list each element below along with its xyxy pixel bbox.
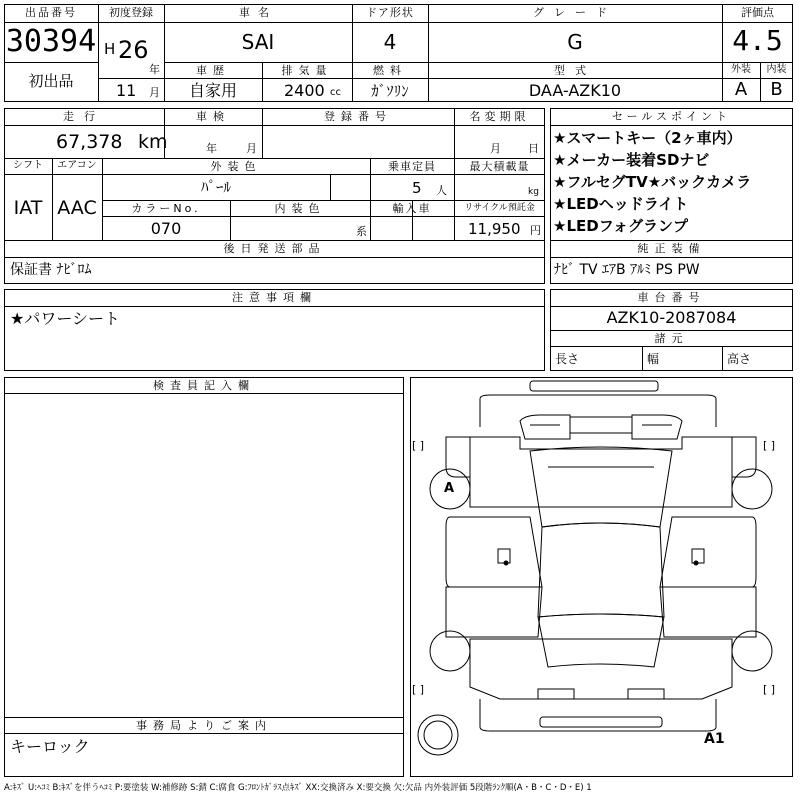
- bracket-rear-left: [ ]: [412, 683, 425, 696]
- displacement-unit: cc: [330, 87, 341, 98]
- specs-label: 諸元: [654, 332, 689, 345]
- recycle-value: 11,950: [468, 220, 521, 238]
- interior-color-label: 内装色: [274, 202, 326, 215]
- fuel-value: ｶﾞｿﾘﾝ: [371, 82, 409, 100]
- bottom-damage-mark: A1: [704, 731, 725, 747]
- office-notice-label: 事務局よりご案内: [136, 719, 272, 732]
- max-load-unit: kg: [528, 187, 539, 197]
- chassis-value: AZK10-2087084: [606, 308, 737, 327]
- grade-value: G: [567, 30, 583, 54]
- score-exterior: A: [734, 79, 748, 100]
- car-name-value: SAI: [241, 30, 275, 54]
- history-label: 車歴: [196, 64, 230, 77]
- score-exterior-label: 外装: [731, 64, 751, 75]
- door-label: ドア形状: [366, 6, 414, 19]
- notes-label: 注意事項欄: [232, 291, 317, 304]
- chassis-label: 車台番号: [637, 291, 706, 304]
- lot-label: 出品番号: [25, 6, 77, 19]
- car-name-label: 車名: [239, 6, 277, 19]
- bracket-rear-right: [ ]: [763, 683, 776, 696]
- specs-width: 幅: [647, 352, 660, 366]
- model-code-value: DAA-AZK10: [528, 81, 622, 100]
- inspector-label: 検査員記入欄: [153, 379, 255, 392]
- bracket-front-right: [ ]: [763, 439, 776, 452]
- capacity-unit: 人: [436, 184, 447, 197]
- recycle-unit: 円: [530, 224, 541, 237]
- max-load-label: 最大積載量: [469, 160, 530, 173]
- inspection-year-unit: 年: [206, 142, 217, 155]
- mileage-label: 走行: [63, 110, 105, 123]
- model-code-label: 型式: [554, 64, 596, 77]
- aircon-label: エアコン: [57, 160, 97, 171]
- first-reg-label: 初度登録: [109, 6, 153, 19]
- name-change-day-unit: 日: [528, 142, 539, 155]
- shift-label: シフト: [13, 160, 43, 171]
- car-damage-diagram: [410, 377, 793, 777]
- recycle-label: リサイクル預託金: [464, 203, 535, 213]
- sales-point-item: ★LEDヘッドライト: [553, 195, 689, 213]
- office-notice-value: キーロック: [10, 737, 90, 756]
- lot-number: 30394: [5, 24, 97, 59]
- sales-point-item: ★メーカー装着SDナビ: [553, 151, 710, 169]
- color-no-value: 070: [150, 219, 182, 238]
- tire-damage-mark: A: [444, 481, 455, 496]
- specs-length: 長さ: [555, 352, 580, 366]
- sales-points-label: セールスポイント: [611, 110, 731, 123]
- score-interior-label: 内装: [766, 64, 787, 75]
- genuine-equipment-label: 純正装備: [637, 242, 706, 255]
- capacity-label: 乗車定員: [388, 160, 436, 173]
- mileage-value: 67,378: [56, 131, 123, 153]
- color-no-label: カラーNo.: [131, 202, 201, 215]
- first-reg-year-unit: 年: [149, 63, 160, 76]
- import-label: 輸入車: [392, 202, 432, 215]
- bracket-front-left: [ ]: [412, 439, 425, 452]
- registration-no-label: 登録番号: [324, 110, 392, 123]
- score-value: 4.5: [732, 24, 783, 57]
- name-change-label: 名変期限: [469, 110, 530, 123]
- inspection-label: 車検: [196, 110, 230, 123]
- first-reg-month-unit: 月: [149, 86, 160, 99]
- mileage-unit: km: [138, 131, 168, 153]
- inspection-month-unit: 月: [246, 142, 257, 155]
- first-reg-month: 11: [116, 81, 137, 100]
- door-value: 4: [383, 30, 397, 54]
- specs-height: 高さ: [727, 352, 752, 366]
- exterior-color-label: 外装色: [210, 160, 262, 173]
- first-reg-era: H: [104, 40, 116, 58]
- history-value: 自家用: [188, 81, 237, 100]
- interior-color-suffix: 系: [356, 225, 367, 238]
- sales-point-item: ★LEDフォグランプ: [553, 217, 688, 235]
- later-parts-value: 保証書 ﾅﾋﾞﾛﾑ: [10, 262, 92, 278]
- genuine-equipment-value: ﾅﾋﾞ TV ｴｱB ｱﾙﾐ PS PW: [554, 262, 700, 278]
- fuel-label: 燃料: [373, 64, 407, 77]
- exterior-color-value: ﾊﾟｰﾙ: [200, 178, 231, 196]
- displacement-label: 排気量: [281, 64, 333, 77]
- score-interior: B: [770, 79, 783, 100]
- first-reg-year: 26: [118, 36, 149, 64]
- displacement-value: 2400: [284, 81, 325, 100]
- capacity-value: 5: [412, 179, 422, 197]
- grade-label: グレード: [533, 6, 617, 19]
- legend-footer: A:ｷｽﾞ U:ﾍｺﾐ B:ｷｽﾞを伴うﾍｺﾐ P:要塗装 W:補修跡 S:錆 C:腐食 G:ﾌﾛﾝﾄｶﾞﾗｽ点ｷｽﾞ XX:交換済み X:要交換 欠:欠品 内外装評価 5段階ﾗﾝｸ順(A・B・C・D・E) 1: [4, 783, 592, 793]
- score-label: 評価点: [741, 6, 774, 19]
- sales-point-item: ★フルセグTV★バックカメラ: [553, 173, 752, 191]
- notes-value: ★パワーシート: [10, 309, 121, 328]
- first-listing: 初出品: [28, 72, 74, 90]
- later-parts-label: 後日発送部品: [223, 242, 326, 255]
- name-change-month-unit: 月: [490, 142, 501, 155]
- aircon-value: AAC: [57, 197, 97, 219]
- shift-value: IAT: [13, 197, 43, 219]
- sales-point-item: ★スマートキー（2ヶ車内）: [553, 129, 742, 147]
